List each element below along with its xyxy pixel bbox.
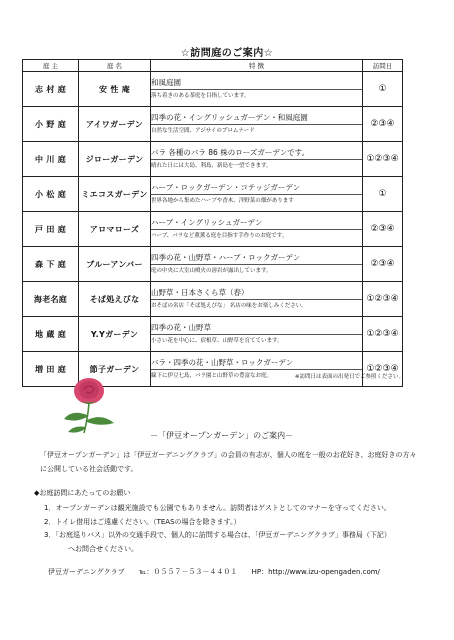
owner-cell: 戸 田 庭 <box>23 212 79 247</box>
header-features: 特 徴 <box>151 60 363 72</box>
feature-sub: ハーブ、バラなど薫薫る庭を目指す手作りのお庭です。 <box>151 232 288 239</box>
feature-cell <box>151 107 363 142</box>
garden-name-cell: ミエコスガーデン <box>79 177 151 212</box>
club-name: 伊豆ガーデニングクラブ <box>48 568 125 576</box>
table-row <box>23 177 403 212</box>
feature-cell <box>151 212 363 247</box>
rose-leaf-right <box>87 417 114 425</box>
intro-heading: －「伊豆オープンガーデン」のご案内－ <box>150 431 294 440</box>
table-row <box>23 142 403 177</box>
notice-item: 3．「お庭巡りバス」以外の交通手段で、個人的に訪問する場合は、「伊豆ガーデニングクラブ」事務局（下記） <box>44 531 391 539</box>
owner-cell: 海老名庭 <box>23 282 79 317</box>
owner-cell: 地 蔵 庭 <box>23 317 79 352</box>
header-garden-name: 庭 名 <box>79 60 151 72</box>
visit-days-cell: ①②③④ <box>363 317 403 352</box>
garden-table <box>22 59 403 387</box>
garden-name-cell: ジローガーデン <box>79 142 151 177</box>
feature-main: ハーブ・ロックガーデン・コテッジガーデン <box>151 182 362 195</box>
garden-name-cell: Y.Yガーデン <box>79 317 151 352</box>
table-row <box>23 247 403 282</box>
rose-illustration <box>58 375 120 435</box>
table-row <box>23 107 403 142</box>
feature-sub: 自然な生活空間、アジサイのプロムナード <box>151 127 255 134</box>
feature-main: 四季の花・山野草 <box>151 322 362 335</box>
contact-phone: ℡：０５５７－５３－４４０１ <box>138 568 238 576</box>
intro-paragraph: 「伊豆オープンガーデン」は「伊豆ガーデニングクラブ」の会員の有志が、個人の庭を一般のお花好き、お庭好きの方々に公開している社会活動です。 <box>40 451 417 473</box>
feature-sub: 落ち着きのある茶庭を目指しています。 <box>151 92 250 99</box>
visit-days-cell: ①②③④ <box>363 142 403 177</box>
visit-days-cell: ① <box>363 177 403 212</box>
visit-days-cell: ②③④ <box>363 107 403 142</box>
visit-day-note: ※訪問日は表面の出発日でご参照ください。 <box>294 374 404 380</box>
rose-petal-mid <box>79 381 99 399</box>
visit-days-cell: ①②③④ <box>363 282 403 317</box>
garden-name-cell: アイワガーデン <box>79 107 151 142</box>
notice-item-continuation: へお問合せください。 <box>68 544 138 553</box>
header-visit-days: 訪問日 <box>363 60 403 72</box>
garden-name-cell: 安 性 庵 <box>79 72 151 107</box>
feature-cell <box>151 177 363 212</box>
feature-main: バラ 各種のバラ 86 株のローズガーデンです。 <box>151 147 362 160</box>
header-owner: 庭 主 <box>23 60 79 72</box>
garden-name-cell: 節子ガーデン <box>79 352 151 387</box>
notice-item: 1．オープンガーデンは観光施設でも公園でもありません。訪問者はゲストとしてのマナーを守ってください。 <box>44 504 391 512</box>
notice-list <box>44 502 414 556</box>
table-row <box>23 72 403 107</box>
contact-homepage: HP：http://www.izu-opengaden.com/ <box>251 568 380 576</box>
notice-item: 2．トイレ借用はご遠慮ください。（TEASの場合を除きます。） <box>44 517 241 526</box>
feature-main: 四季の花・イングリッシュガーデン・和風庭園 <box>151 112 362 125</box>
notice-heading: ◆お庭訪問にあたってのお願い <box>34 489 131 497</box>
visit-days-cell: ① <box>363 72 403 107</box>
feature-sub: 小さい花を中心に、宿根草、山野草を育てています。 <box>151 337 283 344</box>
owner-cell: 志 村 庭 <box>23 72 79 107</box>
visit-days-cell: ②③④ <box>363 247 403 282</box>
feature-cell <box>151 317 363 352</box>
feature-sub: 世界各地から集めたハーブや香木、洋野菜の畑があります <box>151 197 294 204</box>
garden-name-cell: そば処えびな <box>79 282 151 317</box>
table-row <box>23 282 403 317</box>
page-title: ☆訪問庭のご案内☆ <box>180 48 274 59</box>
feature-cell <box>151 282 363 317</box>
feature-cell <box>151 247 363 282</box>
feature-cell <box>151 352 363 387</box>
feature-main: バラ・四季の花・山野草・ロックガーデン <box>151 357 362 370</box>
owner-cell: 中 川 庭 <box>23 142 79 177</box>
table-header-row <box>23 60 403 72</box>
rose-leaf-left <box>64 413 87 421</box>
feature-cell <box>151 72 363 107</box>
owner-cell: 小 野 庭 <box>23 107 79 142</box>
rose-leaf-low <box>68 427 85 433</box>
feature-sub: 庭の中央に大室山噴火の溶岩が露出しています。 <box>151 267 272 274</box>
table-row <box>23 317 403 352</box>
feature-sub: 晴れた日には大島、利島、新島を一望できます。 <box>151 162 272 169</box>
visit-days-cell: ②③④ <box>363 212 403 247</box>
feature-main: 四季の花・山野草・ハーブ・ロックガーデン <box>151 252 362 265</box>
feature-sub: 線下に伊豆七島、バラ園と山野草の豊富なお庭。 <box>151 372 273 379</box>
feature-sub: おそばの名店「そば処えびな」 名店の味をお楽しみください。 <box>151 302 307 309</box>
feature-cell <box>151 142 363 177</box>
owner-cell: 森 下 庭 <box>23 247 79 282</box>
table-row <box>23 212 403 247</box>
garden-name-cell: アロマローズ <box>79 212 151 247</box>
owner-cell: 増 田 庭 <box>23 352 79 387</box>
owner-cell: 小 松 庭 <box>23 177 79 212</box>
garden-name-cell: ブルーアンバー <box>79 247 151 282</box>
visit-days-cell: ①②③④ <box>363 352 403 387</box>
feature-main: ハーブ・イングリッシュガーデン <box>151 217 362 230</box>
feature-main: 山野草・日本さくら草（春） <box>151 287 362 300</box>
contact-line <box>48 567 392 577</box>
feature-main: 和風庭園 <box>151 77 362 90</box>
